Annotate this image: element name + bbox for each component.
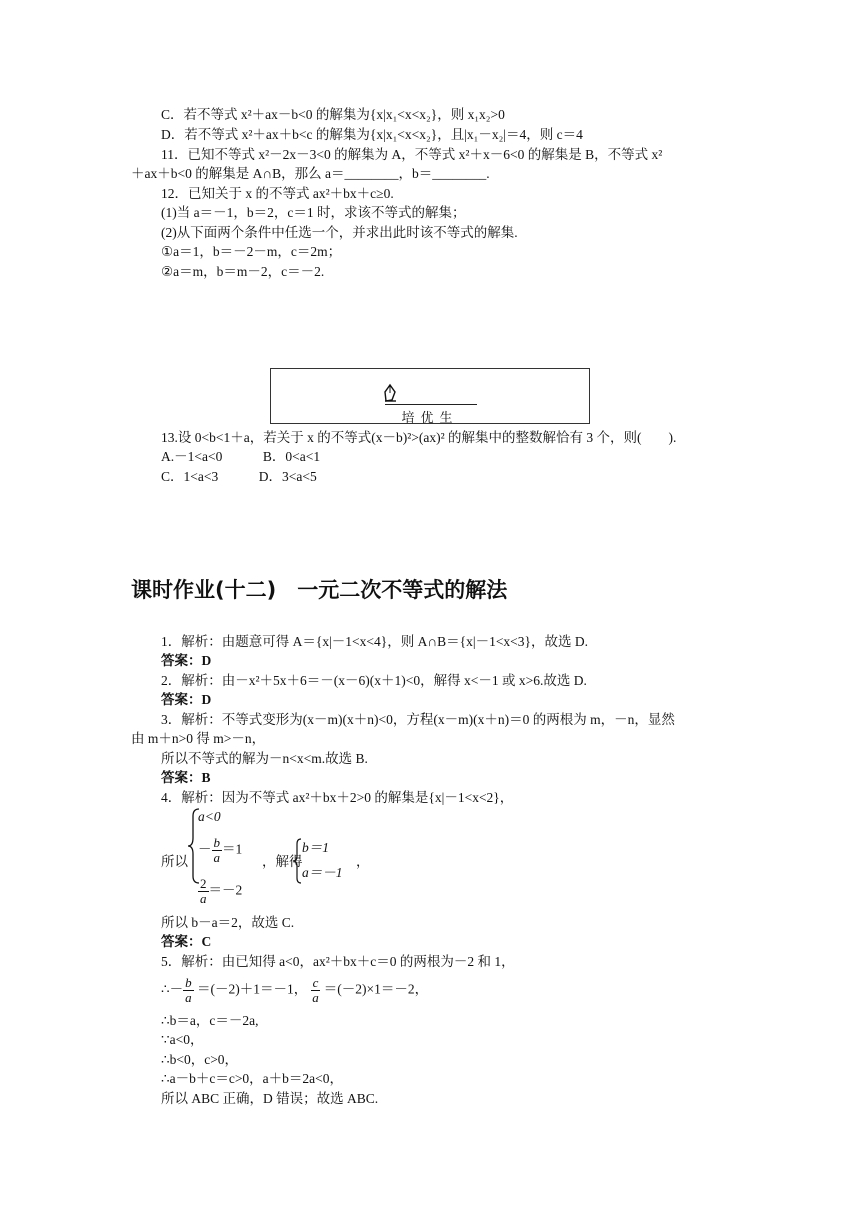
answer-5-line-4: ∵a<0， (161, 1032, 204, 1047)
answer-4-result: 答案：C (161, 934, 212, 949)
question-12-stem: 12．已知关于 x 的不等式 ax²＋bx＋c≥0. (161, 186, 394, 201)
question-12-option-1: ①a＝1，b＝－2－m，c＝2m； (161, 244, 342, 259)
answer-3-result: 答案：B (161, 770, 211, 785)
advanced-section-banner (270, 368, 590, 424)
answer-4-result-2: a＝－1 (302, 865, 343, 880)
option-c-line: C．若不等式 x²＋ax－b<0 的解集为{x|x₁<x<x₂}，则 x₁x₂>0 (161, 107, 505, 122)
answer-1-analysis: 1．解析：由题意可得 A＝{x|－1<x<4}，则 A∩B＝{x|－1<x<3}，故选 D. (161, 634, 589, 649)
answer-3-analysis-2: 由 m＋n>0 得 m>－n， (131, 731, 266, 746)
question-13-options-cd: C．1<a<3 D．3<a<5 (161, 469, 317, 484)
answer-2-result: 答案：D (161, 692, 212, 707)
banner-label: 培优生 (401, 411, 459, 426)
answer-4-conclusion: 所以 b－a＝2，故选 C. (161, 915, 295, 930)
answer-4-analysis: 4．解析：因为不等式 ax²＋bx＋2>0 的解集是{x|－1<x<2}， (161, 790, 514, 805)
answer-4-result-1: b＝1 (302, 840, 329, 855)
answer-5-analysis: 5．解析：由已知得 a<0，ax²＋bx＋c＝0 的两根为－2 和 1， (161, 954, 515, 969)
left-brace-small (292, 838, 302, 884)
answer-4-so-label: 所以 (161, 854, 188, 869)
answer-4-comma: ， (356, 854, 370, 869)
answer-5-line-2: ∴－ $\frac{b}{a}$ ＝(－2)＋1＝－1， $\frac{c}{a}$ ＝(－2)×1＝－2， (161, 975, 429, 1005)
pen-icon (383, 383, 399, 403)
answer-1-result: 答案：D (161, 653, 212, 668)
option-d-line: D．若不等式 x²＋ax＋b<c 的解集为{x|x₁<x<x₂}，且|x₁－x₂|＝4，则 c＝4 (161, 127, 583, 142)
banner-underline (385, 404, 477, 405)
answer-3-analysis-3: 所以不等式的解为－n<x<m.故选 B. (161, 751, 368, 766)
answer-2-analysis: 2．解析：由－x²＋5x＋6＝－(x－6)(x＋1)<0，解得 x<－1 或 x>6.故选 D. (161, 673, 587, 688)
question-13-stem: 13.设 0<b<1＋a，若关于 x 的不等式(x－b)²>(ax)² 的解集中的整数解恰有 3 个，则( ). (161, 430, 677, 445)
answer-4-cond-1: a<0 (198, 809, 221, 824)
answer-4-cond-3: $\frac{2}{a}$ ＝－2 (200, 876, 243, 906)
answer-5-line-7: 所以 ABC 正确，D 错误；故选 ABC. (161, 1091, 379, 1106)
question-13-options-ab: A.－1<a<0 B．0<a<1 (161, 449, 321, 464)
answer-5-line-3: ∴b＝a，c＝－2a, (161, 1013, 259, 1028)
answer-4-solve-label: ，解得 (262, 854, 303, 869)
answer-4-cond-2: － $\frac{b}{a}$ ＝1 (198, 835, 243, 865)
answer-3-analysis-1: 3．解析：不等式变形为(x－m)(x＋n)<0，方程(x－m)(x＋n)＝0 的两根为 m，－n，显然 (161, 712, 675, 727)
question-12-option-2: ②a＝m，b＝m－2，c＝－2. (161, 264, 325, 279)
answer-5-line-6: ∴a－b＋c＝c>0，a＋b＝2a<0， (161, 1071, 344, 1086)
question-11-line-1: 11．已知不等式 x²－2x－3<0 的解集为 A，不等式 x²＋x－6<0 的解集是 B，不等式 x² (161, 147, 663, 162)
question-11-line-2: ＋ax＋b<0 的解集是 A∩B，那么 a＝________，b＝________. (131, 166, 490, 181)
question-12-part-2: (2)从下面两个条件中任选一个，并求出此时该不等式的解集. (161, 225, 518, 240)
answer-5-line-5: ∴b<0，c>0， (161, 1052, 239, 1067)
question-12-part-1: (1)当 a＝－1，b＝2，c＝1 时，求该不等式的解集； (161, 205, 466, 220)
section-title: 课时作业(十二) 一元二次不等式的解法 (131, 578, 508, 602)
